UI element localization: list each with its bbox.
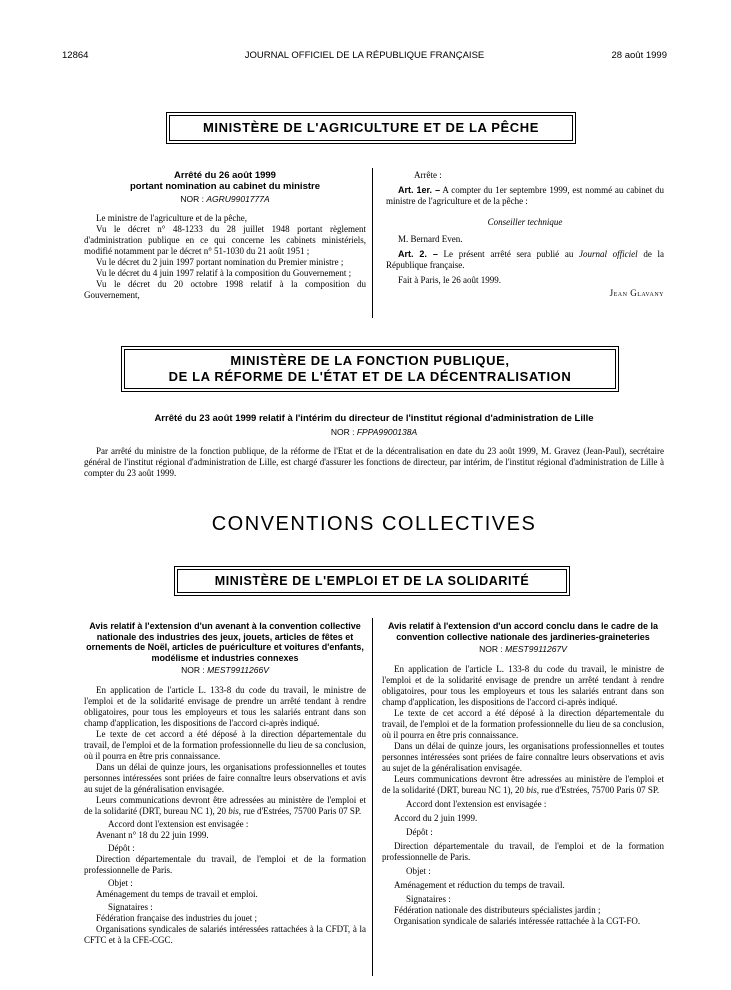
convention-paragraph: Dans un délai de quinze jours, les organisations professionnelles et toutes personnes intéressées sont priées de faire connaître leurs observations et avis au sujet de la généralisation envisagée. — [382, 741, 664, 773]
nor-label: NOR : — [330, 427, 355, 437]
article-2-label: Art. 2. – — [398, 249, 438, 259]
fp-paragraph: Par arrêté du ministre de la fonction publique, de la réforme de l'Etat et de la décentralisation en date du 23 août 1999, M. Gravez (Jean-Paul), secrétaire général de l'institut régional d'administration de Lille, est chargé d'assurer les fonctions de directeur, par intérim, de l'institut régional d'administration de Lille à compter du 23 août 1999. — [84, 446, 664, 478]
article-2 — [386, 249, 664, 271]
convention-paragraph: En application de l'article L. 133-8 du code du travail, le ministre de l'emploi et de la solidarité envisage de prendre un arrêté tendant à rendre obligatoires, pour tous les employeurs et tous les salariés entrant dans son champ d'application, les dispositions de l'accord ci-après indiqué. — [84, 685, 366, 728]
objet-label: Objet : — [108, 878, 133, 888]
signataires-label: Signataires : — [108, 902, 153, 912]
agri-title-line1: Arrêté du 26 août 1999 — [174, 170, 276, 181]
convention-paragraph: En application de l'article L. 133-8 du code du travail, le ministre de l'emploi et de la solidarité envisage de prendre un arrêté tendant à rendre obligatoires, pour tous les employeurs et tous les salariés entrant dans son champ d'application, les dispositions de l'accord ci-après indiqué. — [382, 664, 664, 707]
accord-value: Avenant n° 18 du 22 juin 1999. — [96, 830, 209, 840]
page-number: 12864 — [62, 50, 89, 61]
address-bis: bis, — [228, 806, 242, 816]
column-divider — [372, 618, 373, 976]
convention-left-nor — [84, 665, 366, 676]
done-at: Fait à Paris, le 26 août 1999. — [398, 275, 501, 285]
convention-right-column — [382, 621, 664, 927]
convention-left-title: Avis relatif à l'extension d'un avenant à la convention collective nationale des industries des jeux, jouets, articles de fêtes et ornements de Noël, articles de puériculture et voitures d'enfants, modélisme et industries connexes — [86, 621, 364, 663]
address-end: rue d'Estrées, 75700 Paris 07 SP. — [541, 785, 660, 795]
convention-paragraph: Le texte de cet accord a été déposé à la direction départementale du travail, de l'emploi et de la formation professionnelle du lieu de sa conclusion, où il pourra en être pris connaissance. — [84, 729, 366, 761]
agri-paragraph: Vu le décret n° 48-1233 du 28 juillet 1948 portant règlement d'administration publique en ce qui concerne les cabinets ministériels, modifié notamment par le décret n° 51-1030 du 21 août 1951 ; — [84, 224, 366, 256]
signataires-label: Signataires : — [406, 894, 451, 904]
nor-code: MEST9911266V — [207, 665, 269, 675]
accord-label: Accord dont l'extension est envisagée : — [108, 819, 249, 829]
nor-label: NOR : — [479, 644, 503, 654]
agri-paragraph: Vu le décret du 20 octobre 1998 relatif à la composition du Gouvernement, — [84, 279, 366, 300]
ministry-title-line1: MINISTÈRE DE LA FONCTION PUBLIQUE, — [230, 353, 510, 368]
agri-paragraph: Vu le décret du 4 juin 1997 relatif à la composition du Gouvernement ; — [96, 268, 352, 278]
ministry-box-emploi — [174, 566, 570, 596]
role-title: Conseiller technique — [487, 217, 563, 227]
nor-code: AGRU9901777A — [206, 194, 270, 204]
signataire: Organisations syndicales de salariés intéressées rattachées à la CFDT, à la CFTC et à la CFE-CGC. — [84, 924, 366, 945]
agri-arrete-title — [84, 170, 366, 192]
depot-value: Direction départementale du travail, de l'emploi et de la formation professionnelle de Paris. — [382, 841, 664, 862]
accord-label: Accord dont l'extension est envisagée : — [406, 799, 547, 809]
fp-nor — [84, 427, 664, 437]
ministry-title-line2: DE LA RÉFORME DE L'ÉTAT ET DE LA DÉCENTRALISATION — [168, 369, 572, 384]
agri-paragraph: Le ministre de l'agriculture et de la pêche, — [96, 213, 248, 223]
agri-paragraph: Vu le décret du 2 juin 1997 portant nomination du Premier ministre ; — [96, 257, 344, 267]
ministry-box-agriculture — [166, 112, 576, 144]
agri-left-column — [84, 170, 366, 301]
convention-paragraph — [382, 774, 664, 796]
address-text: Leurs communications devront être adressées au ministère de l'emploi et de la solidarité (DRT, bureau NC 1), 20 — [84, 795, 366, 816]
agri-title-line2: portant nomination au cabinet du ministre — [129, 181, 320, 192]
article-1-text: A compter du 1er septembre 1999, est nommé au cabinet du ministre de l'agriculture et de la pêche : — [386, 185, 664, 206]
address-bis: bis, — [526, 785, 540, 795]
journal-name: Journal officiel — [579, 249, 638, 259]
article-2-text-end: de la République française. — [386, 249, 665, 270]
address-end: rue d'Estrées, 75700 Paris 07 SP. — [243, 806, 362, 816]
ministry-box-fonction-publique — [121, 346, 619, 392]
arrete-label: Arrête : — [414, 170, 442, 180]
nor-code: MEST9911267V — [505, 644, 567, 654]
convention-paragraph: Le texte de cet accord a été déposé à la direction départementale du travail, de l'emploi et de la formation professionnelle du lieu de sa conclusion, où il pourra en être pris connaissance. — [382, 708, 664, 740]
signataire: Fédération française des industries du jouet ; — [96, 913, 257, 923]
person-name: M. Bernard Even. — [398, 234, 463, 244]
objet-value: Aménagement du temps de travail et emploi. — [96, 889, 258, 899]
nor-label: NOR : — [181, 665, 205, 675]
fp-arrete-title: Arrêté du 23 août 1999 relatif à l'intérim du directeur de l'institut régional d'administration de Lille — [154, 413, 594, 424]
issue-date: 28 août 1999 — [611, 50, 667, 61]
journal-title: JOURNAL OFFICIEL DE LA RÉPUBLIQUE FRANÇAISE — [244, 50, 485, 61]
section-heading: CONVENTIONS COLLECTIVES — [211, 513, 537, 535]
ministry-title-emploi: MINISTÈRE DE L'EMPLOI ET DE LA SOLIDARITÉ — [214, 574, 530, 588]
objet-value: Aménagement et réduction du temps de travail. — [394, 880, 565, 890]
article-1 — [386, 185, 664, 207]
convention-right-nor — [382, 644, 664, 655]
depot-label: Dépôt : — [406, 827, 433, 837]
accord-value: Accord du 2 juin 1999. — [394, 813, 478, 823]
convention-paragraph: Dans un délai de quinze jours, les organisations professionnelles et toutes personnes intéressées sont priées de faire connaître leurs observations et avis au sujet de la généralisation envisagée. — [84, 762, 366, 794]
objet-label: Objet : — [406, 866, 431, 876]
ministry-title-agriculture: MINISTÈRE DE L'AGRICULTURE ET DE LA PÊCHE — [202, 120, 540, 135]
signataire: Organisation syndicale de salariés intéressée rattachée à la CGT-FO. — [394, 916, 641, 926]
agri-nor — [84, 194, 366, 205]
nor-code: FPPA9900138A — [356, 427, 418, 437]
convention-left-column — [84, 621, 366, 946]
signature: Jean Glavany — [609, 288, 664, 298]
depot-value: Direction départementale du travail, de l'emploi et de la formation professionnelle de Paris. — [84, 854, 366, 875]
convention-right-title: Avis relatif à l'extension d'un accord conclu dans le cadre de la convention collective nationale des jardineries-graineteries — [387, 621, 659, 642]
article-1-label: Art. 1er. – — [398, 185, 441, 195]
convention-paragraph — [84, 795, 366, 817]
fp-body — [84, 446, 664, 479]
address-text: Leurs communications devront être adressées au ministère de l'emploi et de la solidarité (DRT, bureau NC 1), 20 — [382, 774, 664, 795]
agri-right-column — [386, 170, 664, 299]
signataire: Fédération nationale des distributeurs spécialistes jardin ; — [394, 905, 601, 915]
nor-label: NOR : — [180, 194, 204, 204]
depot-label: Dépôt : — [108, 843, 135, 853]
column-divider — [372, 168, 373, 318]
article-2-text: Le présent arrêté sera publié au — [443, 249, 574, 259]
